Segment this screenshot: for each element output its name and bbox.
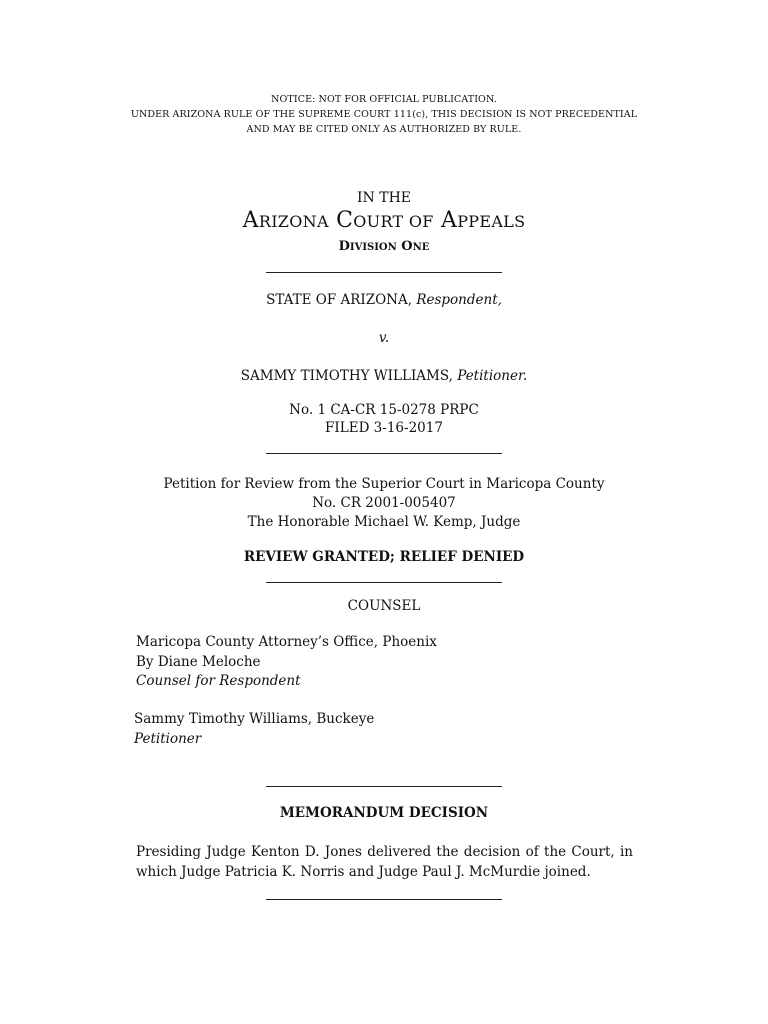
- respondent-counsel-role: Counsel for Respondent: [136, 673, 301, 689]
- divider-rule-2: [266, 453, 502, 454]
- publication-notice: [0, 92, 768, 137]
- memorandum-heading: MEMORANDUM DECISION: [279, 805, 489, 821]
- origin-line-3: The Honorable Michael W. Kemp, Judge: [247, 514, 521, 530]
- division-label: DIVISION ONE: [338, 239, 430, 254]
- divider-rule-1: [266, 272, 502, 273]
- filed-date: FILED 3-16-2017: [325, 420, 443, 436]
- respondent-line: STATE OF ARIZONA, Respondent,: [266, 292, 502, 308]
- disposition: REVIEW GRANTED; RELIEF DENIED: [243, 549, 525, 565]
- respondent-counsel: [136, 633, 437, 692]
- decision-line-1: Presiding Judge Kenton D. Jones delivered the decision of the Court, in: [136, 844, 633, 860]
- decision-line-2: which Judge Patricia K. Norris and Judge Paul J. McMurdie joined.: [136, 863, 591, 880]
- versus-label: v.: [378, 330, 390, 346]
- court-name: ARIZONA COURT OF APPEALS: [242, 208, 526, 233]
- divider-rule-3: [266, 582, 502, 583]
- divider-rule-5: [266, 899, 502, 900]
- petitioner-counsel: [134, 710, 374, 749]
- notice-line-1: NOTICE: NOT FOR OFFICIAL PUBLICATION.: [271, 94, 497, 105]
- notice-line-2: UNDER ARIZONA RULE OF THE SUPREME COURT 111(c), THIS DECISION IS NOT PRECEDENTIAL: [130, 109, 638, 120]
- notice-line-3: AND MAY BE CITED ONLY AS AUTHORIZED BY RULE.: [246, 124, 522, 135]
- petitioner-line: SAMMY TIMOTHY WILLIAMS, Petitioner.: [240, 368, 528, 384]
- respondent-attorney: By Diane Meloche: [136, 653, 261, 670]
- divider-rule-4: [266, 786, 502, 787]
- origin-line-2: No. CR 2001-005407: [312, 495, 456, 511]
- respondent-office: Maricopa County Attorney’s Office, Phoenix: [136, 634, 437, 650]
- petitioner-role: Petitioner: [134, 730, 202, 747]
- petitioner-name: Sammy Timothy Williams, Buckeye: [134, 711, 375, 727]
- origin-line-1: Petition for Review from the Superior Court in Maricopa County: [163, 476, 605, 492]
- in-the-label: IN THE: [357, 190, 411, 206]
- counsel-heading: COUNSEL: [347, 598, 421, 614]
- case-number: No. 1 CA-CR 15-0278 PRPC: [289, 402, 479, 418]
- decision-paragraph: [136, 843, 633, 882]
